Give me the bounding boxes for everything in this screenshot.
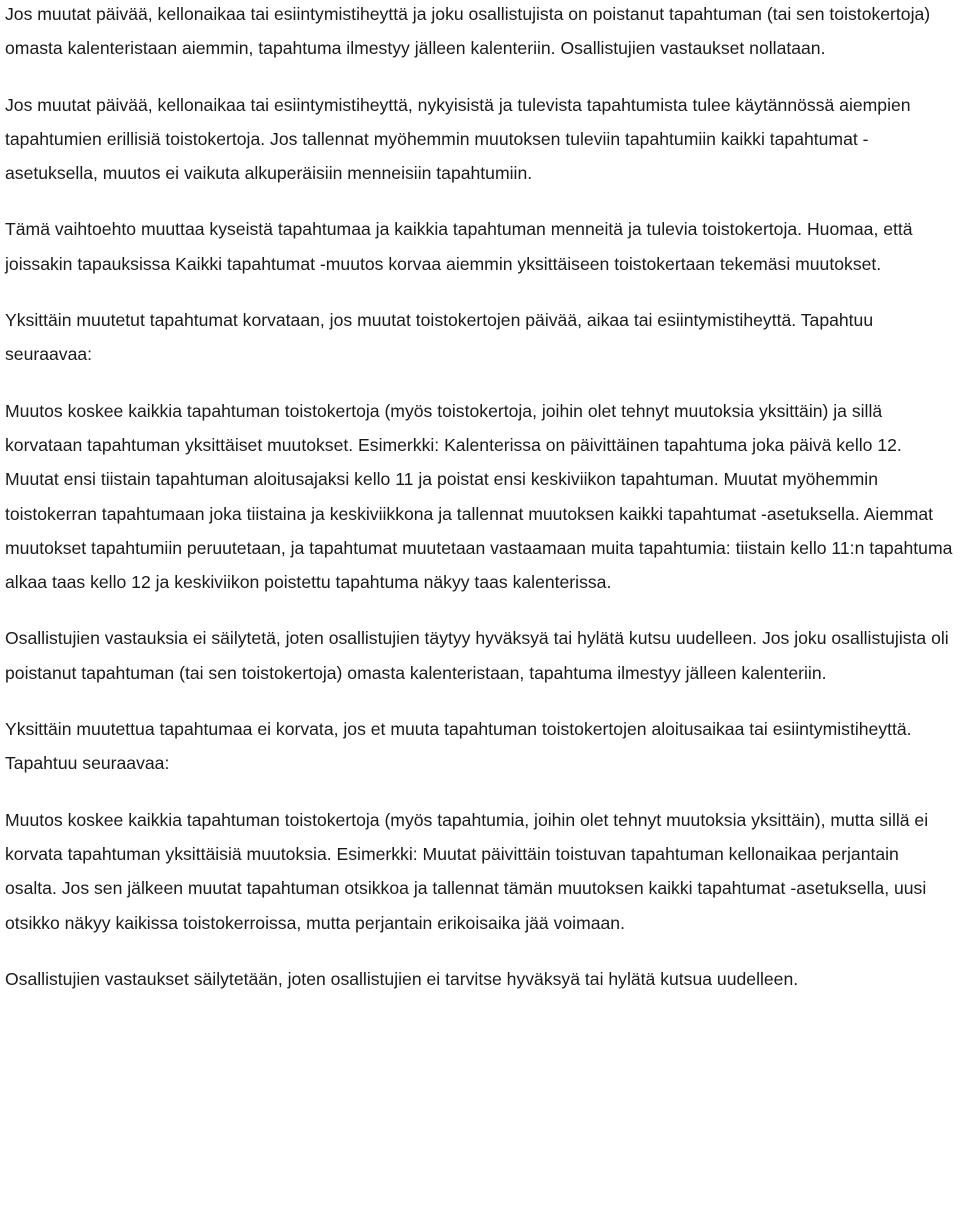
sentence: Muutat ensi tiistain tapahtuman aloitusajaksi kello 11 ja poistat ensi keskiviikon tapahtuman.	[5, 469, 719, 490]
sentence: Muutat myöhemmin toistokerran tapahtumaan joka tiistaina ja keskiviikkona ja tallennat muutoksen kaikki tapahtumat -asetuksella.	[5, 469, 878, 524]
sentence: Yksittäin muutettua tapahtumaa ei korvata, jos et muuta tapahtuman toistokertojen aloitusaikaa tai esiintymistiheyttä.	[5, 719, 912, 740]
paragraph-2	[5, 88, 955, 191]
sentence: Tapahtuu seuraavaa:	[5, 310, 874, 365]
sentence: Osallistujien vastaukset säilytetään, joten osallistujien ei tarvitse hyväksyä tai hylätä kutsua uudelleen.	[5, 968, 799, 989]
paragraph-4	[5, 303, 955, 372]
sentence: Osallistujien vastauksia ei säilytetä, joten osallistujien täytyy hyväksyä tai hylätä kutsu uudelleen.	[5, 628, 758, 649]
document-page	[5, 0, 955, 1018]
sentence: Tapahtuu seuraavaa:	[5, 753, 170, 774]
paragraph-6	[5, 621, 955, 690]
paragraph-1	[5, 0, 955, 66]
sentence: Osallistujien vastaukset nollataan.	[560, 38, 826, 59]
paragraph-7	[5, 712, 955, 781]
paragraph-8	[5, 803, 955, 940]
sentence: Muutos koskee kaikkia tapahtuman toistokertoja (myös tapahtumia, joihin olet tehnyt muutoksia yksittäin), mutta sillä ei korvata tapahtuman yksittäisiä muutoksia.	[5, 809, 929, 864]
sentence: Jos muutat päivää, kellonaikaa tai esiintymistiheyttä, nykyisistä ja tulevista tapahtumista tulee käytännössä aiempien tapahtumien erillisiä toistokertoja.	[5, 94, 911, 149]
sentence: Tämä vaihtoehto muuttaa kyseistä tapahtumaa ja kaikkia tapahtuman menneitä ja tulevia toistokertoja.	[5, 219, 803, 240]
sentence: Aiemmat muutokset tapahtumiin peruutetaan, ja tapahtumat muutetaan vastaamaan muita tapahtumia: tiistain kello 11:n tapahtuma alkaa taas kello 12 ja keskiviikon poistettu tapahtuma näkyy taas kalenterissa.	[5, 503, 953, 593]
paragraph-9	[5, 962, 955, 996]
sentence: Jos sen jälkeen muutat tapahtuman otsikkoa ja tallennat tämän muutoksen kaikki tapahtumat -asetuksella, uusi otsikko näkyy kaikissa toistokerroissa, mutta perjantain erikoisaika jää voimaan.	[5, 878, 927, 933]
sentence: Jos muutat päivää, kellonaikaa tai esiintymistiheyttä ja joku osallistujista on poistanut tapahtuman (tai sen toistokertoja) omasta kalenteristaan aiemmin, tapahtuma ilmestyy jälleen kalenteriin.	[5, 4, 931, 59]
sentence: Esimerkki: Muutat päivittäin toistuvan tapahtuman kellonaikaa perjantain osalta.	[5, 843, 899, 899]
paragraph-5	[5, 394, 955, 600]
sentence: Esimerkki: Kalenterissa on päivittäinen tapahtuma joka päivä kello 12.	[358, 434, 902, 455]
sentence: Huomaa, että joissakin tapauksissa Kaikki tapahtumat -muutos korvaa aiemmin yksittäiseen toistokertaan tekemäsi muutokset.	[5, 219, 913, 274]
sentence: Jos joku osallistujista oli poistanut tapahtuman (tai sen toistokertoja) omasta kalenteristaan, tapahtuma ilmestyy jälleen kalenteriin.	[5, 628, 949, 683]
paragraph-3	[5, 212, 955, 281]
sentence: Muutos koskee kaikkia tapahtuman toistokertoja (myös toistokertoja, joihin olet tehnyt muutoksia yksittäin) ja sillä korvataan tapahtuman yksittäiset muutokset.	[5, 400, 883, 455]
sentence: Yksittäin muutetut tapahtumat korvataan, jos muutat toistokertojen päivää, aikaa tai esiintymistiheyttä.	[5, 310, 797, 331]
sentence: Jos tallennat myöhemmin muutoksen tuleviin tapahtumiin kaikki tapahtumat -asetuksella, muutos ei vaikuta alkuperäisiin menneisiin tapahtumiin.	[5, 128, 869, 184]
